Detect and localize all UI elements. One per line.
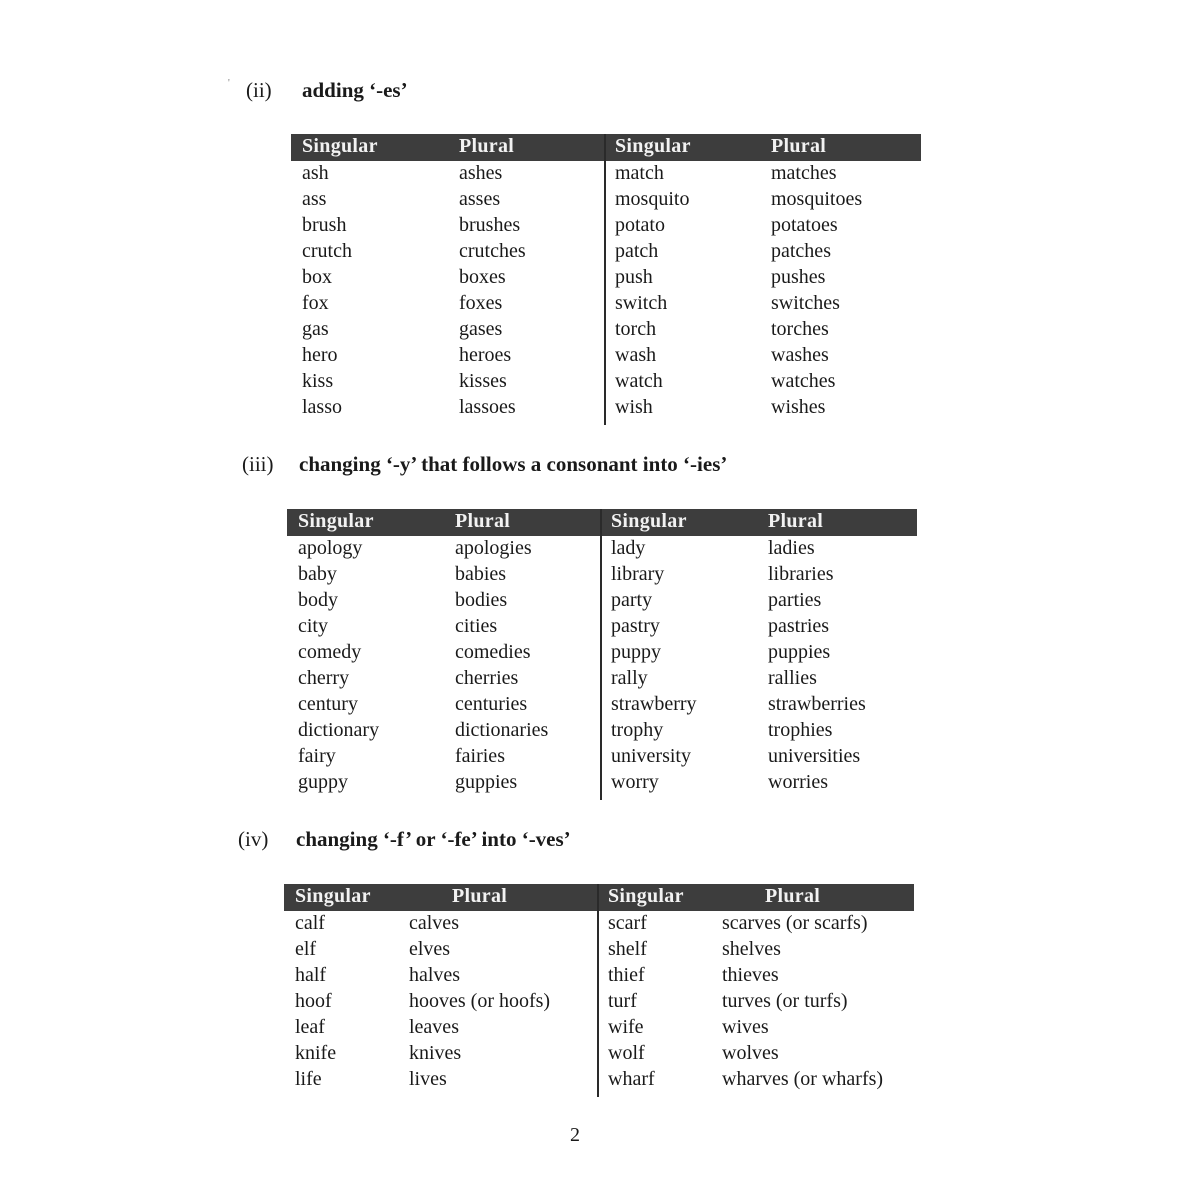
singular-cell: library — [611, 563, 665, 585]
singular-cell: lady — [611, 537, 646, 559]
singular-cell: lasso — [302, 396, 342, 418]
singular-cell: ass — [302, 188, 327, 210]
plural-cell: wharves (or wharfs) — [722, 1068, 884, 1090]
plural-cell: guppies — [455, 771, 518, 793]
section-iv-heading — [238, 827, 571, 852]
plural-cell: calves — [409, 912, 459, 934]
table-header — [287, 509, 917, 536]
singular-cell: century — [298, 693, 358, 715]
table-row — [287, 641, 917, 667]
plural-cell: lives — [409, 1068, 447, 1090]
table-row — [287, 615, 917, 641]
plural-cell: asses — [459, 188, 501, 210]
table-header — [284, 884, 914, 911]
plural-cell: switches — [771, 292, 840, 314]
singular-cell: university — [611, 745, 691, 767]
singular-cell: party — [611, 589, 653, 611]
table-header — [291, 134, 921, 161]
plural-cell: elves — [409, 938, 451, 960]
plural-cell: parties — [768, 589, 822, 611]
plural-cell: libraries — [768, 563, 834, 585]
plural-cell: turves (or turfs) — [722, 990, 848, 1012]
singular-cell: ash — [302, 162, 329, 184]
singular-cell: brush — [302, 214, 347, 236]
table-row — [291, 240, 921, 266]
column-header-singular: Singular — [302, 135, 378, 157]
plural-cell: gases — [459, 318, 503, 340]
column-header-singular: Singular — [608, 885, 684, 907]
singular-cell: wife — [608, 1016, 644, 1038]
plural-cell: centuries — [455, 693, 528, 715]
singular-cell: knife — [295, 1042, 337, 1064]
singular-cell: life — [295, 1068, 322, 1090]
table-row — [287, 719, 917, 745]
singular-cell: mosquito — [615, 188, 690, 210]
plural-cell: patches — [771, 240, 831, 262]
table-row — [284, 964, 914, 990]
section-iii-number: (iii) — [242, 452, 274, 476]
singular-cell: worry — [611, 771, 659, 793]
singular-cell: puppy — [611, 641, 661, 663]
singular-cell: torch — [615, 318, 657, 340]
plural-cell: halves — [409, 964, 461, 986]
singular-cell: thief — [608, 964, 645, 986]
plural-cell: cherries — [455, 667, 519, 689]
table-row — [291, 214, 921, 240]
section-iv-title: changing ‘-f’ or ‘-fe’ into ‘-ves’ — [296, 827, 571, 851]
plural-cell: pastries — [768, 615, 830, 637]
plural-cell: cities — [455, 615, 498, 637]
plural-cell: babies — [455, 563, 507, 585]
singular-cell: half — [295, 964, 327, 986]
page-number: 2 — [570, 1124, 580, 1146]
table-row — [291, 344, 921, 370]
column-header-singular: Singular — [615, 135, 691, 157]
table-adding-es — [291, 134, 921, 422]
plural-cell: shelves — [722, 938, 781, 960]
singular-cell: push — [615, 266, 653, 288]
table-row — [284, 912, 914, 938]
plural-cell: mosquitoes — [771, 188, 863, 210]
plural-cell: boxes — [459, 266, 506, 288]
singular-cell: calf — [295, 912, 325, 934]
plural-cell: rallies — [768, 667, 817, 689]
singular-cell: rally — [611, 667, 648, 689]
singular-cell: leaf — [295, 1016, 325, 1038]
plural-cell: ladies — [768, 537, 815, 559]
singular-cell: comedy — [298, 641, 362, 663]
singular-cell: apology — [298, 537, 363, 559]
plural-cell: ashes — [459, 162, 503, 184]
singular-cell: shelf — [608, 938, 647, 960]
column-header-plural: Plural — [765, 885, 821, 907]
table-row — [287, 693, 917, 719]
plural-cell: apologies — [455, 537, 532, 559]
plural-cell: lassoes — [459, 396, 516, 418]
plural-cell: hooves (or hoofs) — [409, 990, 551, 1012]
plural-cell: crutches — [459, 240, 526, 262]
table-row — [284, 990, 914, 1016]
singular-cell: trophy — [611, 719, 664, 741]
plural-cell: watches — [771, 370, 836, 392]
table-row — [287, 771, 917, 797]
singular-cell: kiss — [302, 370, 334, 392]
singular-cell: city — [298, 615, 328, 637]
section-ii-number: (ii) — [246, 78, 272, 102]
table-row — [287, 563, 917, 589]
singular-cell: box — [302, 266, 332, 288]
column-header-plural: Plural — [771, 135, 827, 157]
singular-cell: wharf — [608, 1068, 655, 1090]
table-row — [291, 266, 921, 292]
plural-cell: pushes — [771, 266, 826, 288]
plural-cell: leaves — [409, 1016, 459, 1038]
singular-cell: fox — [302, 292, 329, 314]
singular-cell: turf — [608, 990, 637, 1012]
plural-cell: dictionaries — [455, 719, 549, 741]
plural-cell: brushes — [459, 214, 521, 236]
plural-cell: comedies — [455, 641, 531, 663]
table-row — [287, 589, 917, 615]
singular-cell: patch — [615, 240, 659, 262]
singular-cell: pastry — [611, 615, 660, 637]
plural-cell: scarves (or scarfs) — [722, 912, 868, 934]
singular-cell: watch — [615, 370, 663, 392]
plural-cell: universities — [768, 745, 861, 767]
singular-cell: fairy — [298, 745, 336, 767]
column-header-plural: Plural — [452, 885, 508, 907]
table-row — [284, 1016, 914, 1042]
plural-cell: wives — [722, 1016, 769, 1038]
singular-cell: hero — [302, 344, 338, 366]
table-row — [291, 370, 921, 396]
plural-cell: washes — [771, 344, 829, 366]
singular-cell: dictionary — [298, 719, 380, 741]
plural-cell: heroes — [459, 344, 512, 366]
singular-cell: match — [615, 162, 664, 184]
table-row — [291, 162, 921, 188]
singular-cell: wolf — [608, 1042, 645, 1064]
plural-cell: fairies — [455, 745, 505, 767]
section-iv-number: (iv) — [238, 827, 269, 851]
table-row — [287, 745, 917, 771]
column-header-singular: Singular — [298, 510, 374, 532]
table-row — [291, 318, 921, 344]
plural-cell: worries — [768, 771, 828, 793]
table-changing-f — [284, 884, 914, 1094]
singular-cell: potato — [615, 214, 665, 236]
plural-cell: potatoes — [771, 214, 838, 236]
section-iii-title: changing ‘-y’ that follows a consonant into ‘-ies’ — [299, 452, 728, 476]
singular-cell: gas — [302, 318, 329, 340]
singular-cell: wash — [615, 344, 657, 366]
plural-cell: strawberries — [768, 693, 866, 715]
section-ii-heading — [246, 78, 408, 103]
column-header-singular: Singular — [295, 885, 371, 907]
plural-cell: thieves — [722, 964, 779, 986]
table-row — [291, 396, 921, 422]
singular-cell: scarf — [608, 912, 647, 934]
column-header-singular: Singular — [611, 510, 687, 532]
singular-cell: elf — [295, 938, 317, 960]
plural-cell: puppies — [768, 641, 831, 663]
plural-cell: torches — [771, 318, 829, 340]
plural-cell: wishes — [771, 396, 826, 418]
table-row — [291, 292, 921, 318]
table-row — [291, 188, 921, 214]
plural-cell: knives — [409, 1042, 462, 1064]
scan-mark: ' — [228, 78, 230, 89]
column-header-plural: Plural — [459, 135, 515, 157]
singular-cell: switch — [615, 292, 668, 314]
table-changing-y — [287, 509, 917, 797]
singular-cell: cherry — [298, 667, 350, 689]
column-divider — [597, 884, 599, 1097]
table-row — [284, 1068, 914, 1094]
plural-cell: trophies — [768, 719, 833, 741]
plural-cell: kisses — [459, 370, 507, 392]
plural-cell: matches — [771, 162, 837, 184]
singular-cell: body — [298, 589, 338, 611]
singular-cell: guppy — [298, 771, 348, 793]
singular-cell: crutch — [302, 240, 352, 262]
table-row — [287, 537, 917, 563]
plural-cell: bodies — [455, 589, 508, 611]
section-ii-title: adding ‘-es’ — [302, 78, 408, 102]
singular-cell: baby — [298, 563, 337, 585]
table-row — [284, 938, 914, 964]
section-iii-heading — [242, 452, 727, 477]
singular-cell: hoof — [295, 990, 332, 1012]
table-row — [284, 1042, 914, 1068]
column-header-plural: Plural — [768, 510, 824, 532]
column-header-plural: Plural — [455, 510, 511, 532]
plural-cell: wolves — [722, 1042, 779, 1064]
plural-cell: foxes — [459, 292, 503, 314]
table-row — [287, 667, 917, 693]
column-divider — [604, 134, 606, 425]
singular-cell: strawberry — [611, 693, 697, 715]
singular-cell: wish — [615, 396, 653, 418]
column-divider — [600, 509, 602, 800]
